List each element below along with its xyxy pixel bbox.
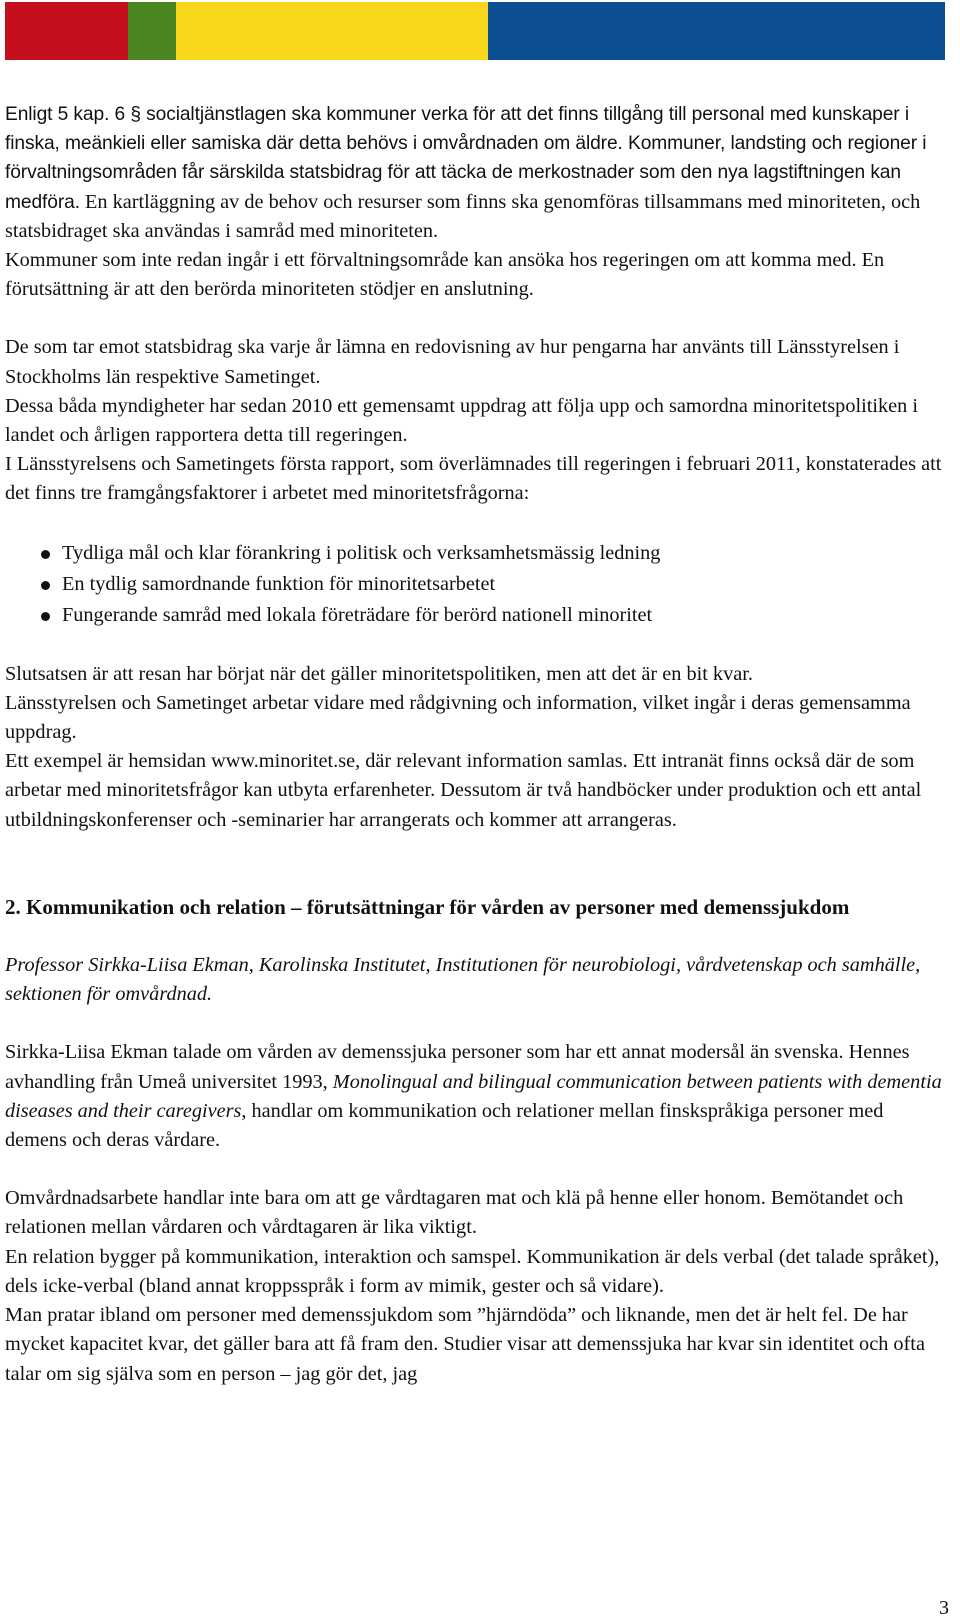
paragraph-intro-serif: En kartläggning av de behov och resurser som finns ska genomföras tillsammans med minoriteten, och statsbidraget ska användas i samråd med minoriteten. (5, 190, 921, 242)
paragraph-conclusion: Slutsatsen är att resan har börjat när det gäller minoritetspolitiken, men att det är en bit kvar. (5, 662, 753, 685)
banner-band-green (128, 2, 176, 60)
paragraph-reporting: De som tar emot statsbidrag ska varje år lämna en redovisning av hur pengarna har använts till Länsstyrelsen i Stockholms län respektive Sametinget. (5, 336, 900, 388)
success-factors-list (5, 538, 950, 631)
list-item: En tydlig samordnande funktion för minoritetsarbetet (5, 569, 950, 600)
list-item: Fungerande samråd med lokala företrädare för berörd nationell minoritet (5, 600, 950, 631)
section-heading (5, 893, 950, 922)
paragraph-authorities: Dessa båda myndigheter har sedan 2010 ett gemensamt uppdrag att följa upp och samordna minoritetspolitiken i landet och årligen rapportera detta till regeringen. (5, 394, 918, 447)
section-title: Kommunikation och relation – förutsättningar för vården av personer med demenssjukdom (26, 894, 850, 919)
document-body (5, 100, 950, 1389)
paragraph-collaboration: Länsstyrelsen och Sametinget arbetar vidare med rådgivning och information, vilket ingår i deras gemensamma uppdrag. (5, 691, 911, 744)
page-number: 3 (939, 1597, 949, 1619)
banner-band-yellow (176, 2, 488, 60)
banner-band-red (5, 2, 128, 60)
paragraph-application: Kommuner som inte redan ingår i ett förvaltningsområde kan ansöka hos regeringen om att komma med. En förutsättning är att den berörda minoriteten stödjer en anslutning. (5, 249, 885, 301)
section-number: 2. (5, 894, 21, 919)
speaker-byline: Professor Sirkka-Liisa Ekman, Karolinska Institutet, Institutionen för neurobiologi, vårdvetenskap och samhälle, sektionen för omvårdnad. (5, 954, 921, 1006)
bullet-icon (41, 581, 50, 590)
paragraph-report: I Länsstyrelsens och Sametingets första rapport, som överlämnades till regeringen i februari 2011, konstaterades att det finns tre framgångsfaktorer i arbetet med minoritetsfrågorna: (5, 453, 942, 505)
color-banner (5, 2, 945, 60)
paragraph-speaker: Sirkka-Liisa Ekman talade om vården av demenssjuka personer som har ett annat modersål än svenska. Hennes avhandling från Umeå universitet 1993, Monolingual and bilingual communication between patients with dementia diseases and their caregivers, handlar om kommunikation och relationer mellan finskspråkiga personer med demens och deras vårdare. (5, 1041, 942, 1152)
banner-band-blue (488, 2, 945, 60)
paragraph-relation: En relation bygger på kommunikation, interaktion och samspel. Kommunikation är dels verbal (det talade språket), dels icke-verbal (bland annat kroppsspråk i form av mimik, gester och så vidare). (5, 1245, 940, 1297)
paragraph-intro-sans: Enligt 5 kap. 6 § socialtjänstlagen ska kommuner verka för att det finns tillgång till personal med kunskaper i finska, meänkieli eller samiska där detta behövs i omvårdnaden om äldre. Kommuner, landsting och regioner i förvaltningsområden får särskilda statsbidrag för att täcka de merkostnader som den nya lagstiftningen kan medföra. (5, 104, 927, 213)
paragraph-care-work: Omvårdnadsarbete handlar inte bara om att ge vårdtagaren mat och klä på henne eller honom. Bemötandet och relationen mellan vårdaren och vårdtagaren är lika viktigt. (5, 1187, 904, 1239)
bullet-icon (41, 550, 50, 559)
bullet-icon (41, 612, 50, 621)
paragraph-example: Ett exempel är hemsidan www.minoritet.se, där relevant information samlas. Ett intranät finns också där de som arbetar med minoritetsfrågor kan utbyta erfarenheter. Dessutom är två handböcker under produktion och ett antal utbildningskonferenser och -seminarier har arrangerats och kommer att arrangeras. (5, 750, 922, 831)
thesis-title: Monolingual and bilingual communication between patients with dementia diseases and their caregivers (5, 1070, 942, 1122)
paragraph-capacity: Man pratar ibland om personer med demenssjukdom som ”hjärndöda” och liknande, men det är helt fel. De har mycket kapacitet kvar, det gäller bara att få fram den. Studier visar att demenssjuka har kvar sin identitet och ofta talar om sig själva som en person – jag gör det, jag (5, 1304, 925, 1385)
paragraph-intro (5, 100, 950, 246)
list-item: Tydliga mål och klar förankring i politisk och verksamhetsmässig ledning (5, 538, 950, 569)
